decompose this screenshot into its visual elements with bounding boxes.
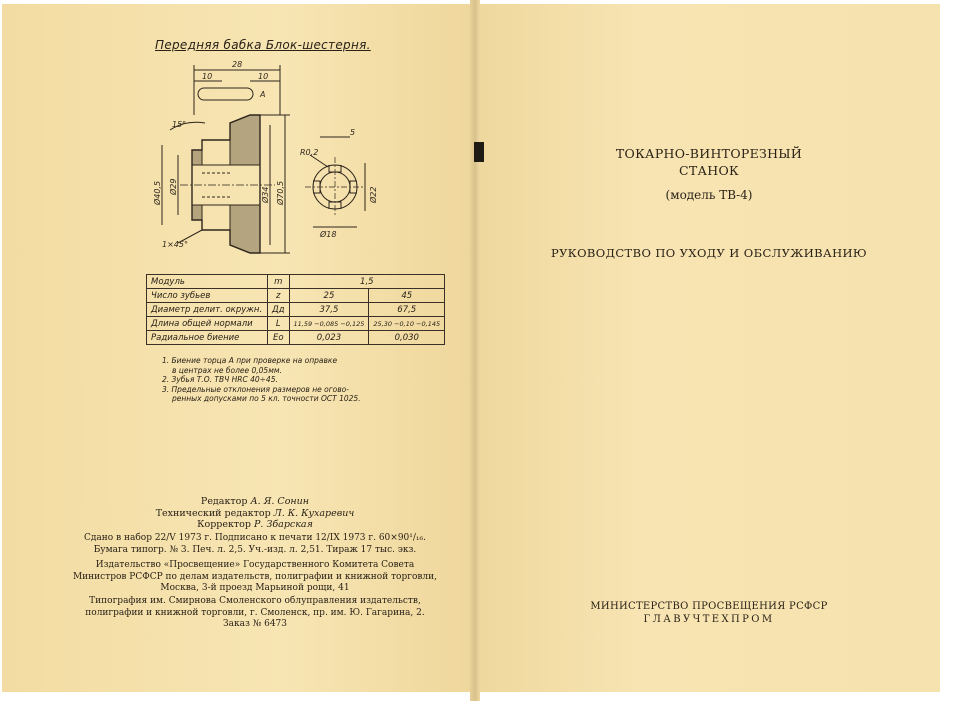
- table-cell: 1,5: [289, 275, 445, 289]
- table-cell: L: [268, 317, 290, 331]
- dim-10-left: 10: [202, 72, 213, 81]
- dim-d70: Ø70,5: [276, 180, 285, 205]
- table-row: [147, 275, 445, 289]
- table-cell: 37,5: [289, 303, 369, 317]
- right-page: [478, 4, 940, 692]
- dim-d22: Ø22: [369, 186, 378, 203]
- note-line: 2. Зубья Т.О. ТВЧ HRC 40÷45.: [162, 375, 278, 384]
- imprint-line: Москва, 3-й проезд Марьиной рощи, 41: [160, 583, 350, 593]
- title-line-1: ТОКАРНО-ВИНТОРЕЗНЫЙ: [615, 146, 803, 161]
- manual-subtitle: РУКОВОДСТВО ПО УХОДУ И ОБСЛУЖИВАНИЮ: [550, 246, 868, 260]
- credit-role: Технический редактор: [155, 507, 271, 519]
- ministry-line: МИНИСТЕРСТВО ПРОСВЕЩЕНИЯ РСФСР: [590, 601, 828, 612]
- drawing-notes: [162, 356, 361, 404]
- table-cell: Модуль: [147, 275, 268, 289]
- printing-house: [70, 596, 440, 631]
- credits-block: [70, 496, 440, 531]
- dim-spline-width: 5: [350, 128, 356, 137]
- gear-spec-table: [146, 274, 445, 345]
- table-cell: 0,030: [369, 331, 445, 345]
- publisher-address: [70, 560, 440, 595]
- credit-tech-editor: [70, 508, 440, 520]
- table-row: [147, 303, 445, 317]
- table-cell: Диаметр делит. окружн.: [147, 303, 268, 317]
- table-cell: Радиальное биение: [147, 331, 268, 345]
- publisher-footer: [478, 600, 940, 626]
- table-row: [147, 331, 445, 345]
- table-cell: 67,5: [369, 303, 445, 317]
- title-line-2: СТАНОК: [679, 163, 739, 178]
- table-cell: 25,30 −0,10 −0,145: [369, 317, 445, 331]
- imprint-line: Типография им. Смирнова Смоленского облуправления издательств,: [89, 596, 421, 606]
- dim-d34: Ø34: [261, 186, 270, 203]
- table-row: [147, 317, 445, 331]
- book-spine: [470, 0, 480, 701]
- table-cell: Дд: [268, 303, 290, 317]
- datum-a: A: [260, 90, 266, 99]
- table-cell: 0,023: [289, 331, 369, 345]
- table-cell: 11,59 −0,085 −0,125: [289, 317, 369, 331]
- imprint-line: Сдано в набор 22/V 1973 г. Подписано к печати 12/IX 1973 г. 60×90¹/₁₆.: [84, 533, 426, 543]
- imprint-line: Заказ № 6473: [222, 619, 287, 629]
- table-cell: m: [268, 275, 290, 289]
- imprint-line: полиграфии и книжной торговли, г. Смоленск, пр. им. Ю. Гагарина, 2.: [85, 607, 425, 618]
- note-line: 1. Биение торца А при проверке на оправке: [162, 356, 338, 365]
- book-title: [478, 145, 940, 179]
- table-row: [147, 289, 445, 303]
- imprint-line: Бумага типогр. № 3. Печ. л. 2,5. Уч.-изд. л. 2,51. Тираж 17 тыс. экз.: [93, 544, 417, 555]
- table-cell: Число зубьев: [147, 289, 268, 303]
- dim-28: 28: [232, 60, 243, 69]
- table-cell: Длина общей нормали: [147, 317, 268, 331]
- imprint-line: Издательство «Просвещение» Государственного Комитета Совета: [95, 560, 415, 570]
- credit-role: Редактор: [200, 496, 248, 507]
- dim-10-right: 10: [258, 72, 269, 81]
- credit-name: А. Я. Сонин: [250, 496, 310, 507]
- dim-chamfer: 1×45°: [162, 240, 188, 249]
- note-line: ренных допусками по 5 кл. точности ОСТ 1025.: [172, 394, 361, 403]
- table-cell: 45: [369, 289, 445, 303]
- table-cell: z: [268, 289, 290, 303]
- dim-d40: Ø40,5: [153, 180, 162, 205]
- gear-block-drawing: [110, 55, 410, 260]
- drawing-title: Передняя бабка Блок-шестерня.: [155, 38, 371, 52]
- dim-angle: 15°: [172, 120, 187, 129]
- table-cell: Eo: [268, 331, 290, 345]
- model-label: (модель ТВ-4): [665, 188, 753, 202]
- credit-name: Р. Збарская: [254, 519, 313, 530]
- note-line: в центрах не более 0,05мм.: [172, 365, 282, 375]
- table-cell: 25: [289, 289, 369, 303]
- credit-role: Корректор: [197, 519, 251, 530]
- credit-editor: [70, 496, 440, 508]
- imprint-line: Министров РСФСР по делам издательств, полиграфии и книжной торговли,: [72, 571, 438, 582]
- note-line: 3. Предельные отклонения размеров не огово-: [162, 384, 349, 394]
- dim-d18: Ø18: [320, 230, 337, 239]
- dim-radius: R0,2: [300, 148, 319, 157]
- department-line: ГЛАВУЧТЕХПРОМ: [643, 614, 775, 625]
- credit-proofreader: [70, 519, 440, 531]
- credit-name: Л. К. Кухаревич: [273, 507, 355, 519]
- dim-d29: Ø29: [169, 178, 178, 195]
- print-specs: [70, 533, 440, 556]
